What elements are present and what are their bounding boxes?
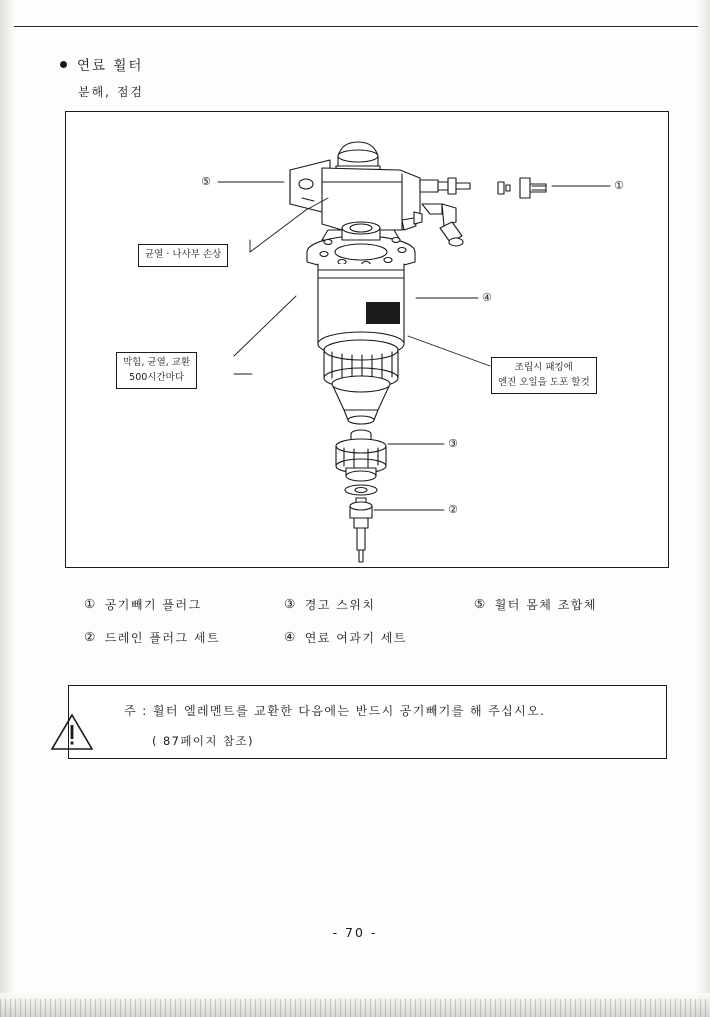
note-text-reference: ( 87페이지 참조) — [152, 734, 254, 748]
callout-crack-damage — [138, 244, 228, 267]
legend-mark-4: ④ — [284, 629, 297, 644]
top-rule — [14, 26, 698, 27]
legend-label-2: 드레인 플러그 세트 — [104, 631, 221, 645]
legend-row — [84, 596, 644, 613]
section-subheading: 분해, 점검 — [78, 85, 144, 99]
legend-mark-1: ① — [84, 596, 97, 611]
marker-2: ② — [448, 503, 458, 516]
note-text-primary: 주 : 휠터 엘레멘트를 교환한 다음에는 반드시 공기빼기를 해 주십시오. — [124, 704, 546, 718]
section-heading — [60, 54, 143, 74]
callout-replace-line1: 막힘, 균열, 교환 — [123, 357, 191, 368]
bullet-icon — [60, 61, 67, 68]
scan-edge-left — [0, 0, 16, 1017]
marker-1: ① — [614, 179, 624, 192]
callout-packing-line2: 엔진 오일을 도포 할것 — [498, 376, 590, 388]
legend-item-2 — [84, 629, 284, 646]
legend-item-3 — [284, 596, 474, 613]
scan-bottom-hatch — [0, 999, 710, 1017]
legend-mark-3: ③ — [284, 596, 297, 611]
legend-row — [84, 629, 644, 646]
legend-label-4: 연료 여과기 세트 — [304, 631, 407, 645]
legend-item-empty — [474, 629, 644, 646]
legend-mark-2: ② — [84, 629, 97, 644]
legend-label-3: 경고 스위치 — [304, 598, 376, 612]
marker-3: ③ — [448, 437, 458, 450]
figure-frame — [65, 111, 669, 568]
legend-item-1 — [84, 596, 284, 613]
callout-packing-oil — [491, 357, 597, 394]
page-number: - 70 - — [332, 925, 378, 940]
fuel-filter-diagram — [66, 112, 668, 567]
marker-4: ④ — [482, 291, 492, 304]
legend-label-5: 휠터 몸체 조합체 — [494, 598, 597, 612]
scan-edge-right — [696, 0, 710, 1017]
warning-triangle-icon — [50, 712, 94, 752]
legend-item-4 — [284, 629, 474, 646]
figure-legend — [84, 596, 644, 662]
callout-packing-line1: 조립시 패킹에 — [514, 362, 573, 373]
legend-label-1: 공기빼기 플러그 — [104, 598, 202, 612]
callout-crack-line1: 균열 · 나사부 손상 — [145, 249, 222, 260]
callout-replace-interval — [116, 352, 197, 389]
section-heading-label: 연료 휠터 — [77, 58, 144, 74]
marker-5: ⑤ — [201, 175, 211, 188]
legend-item-5 — [474, 596, 644, 613]
legend-mark-5: ⑤ — [474, 596, 487, 611]
callout-replace-line2: 500시간마다 — [129, 371, 184, 383]
